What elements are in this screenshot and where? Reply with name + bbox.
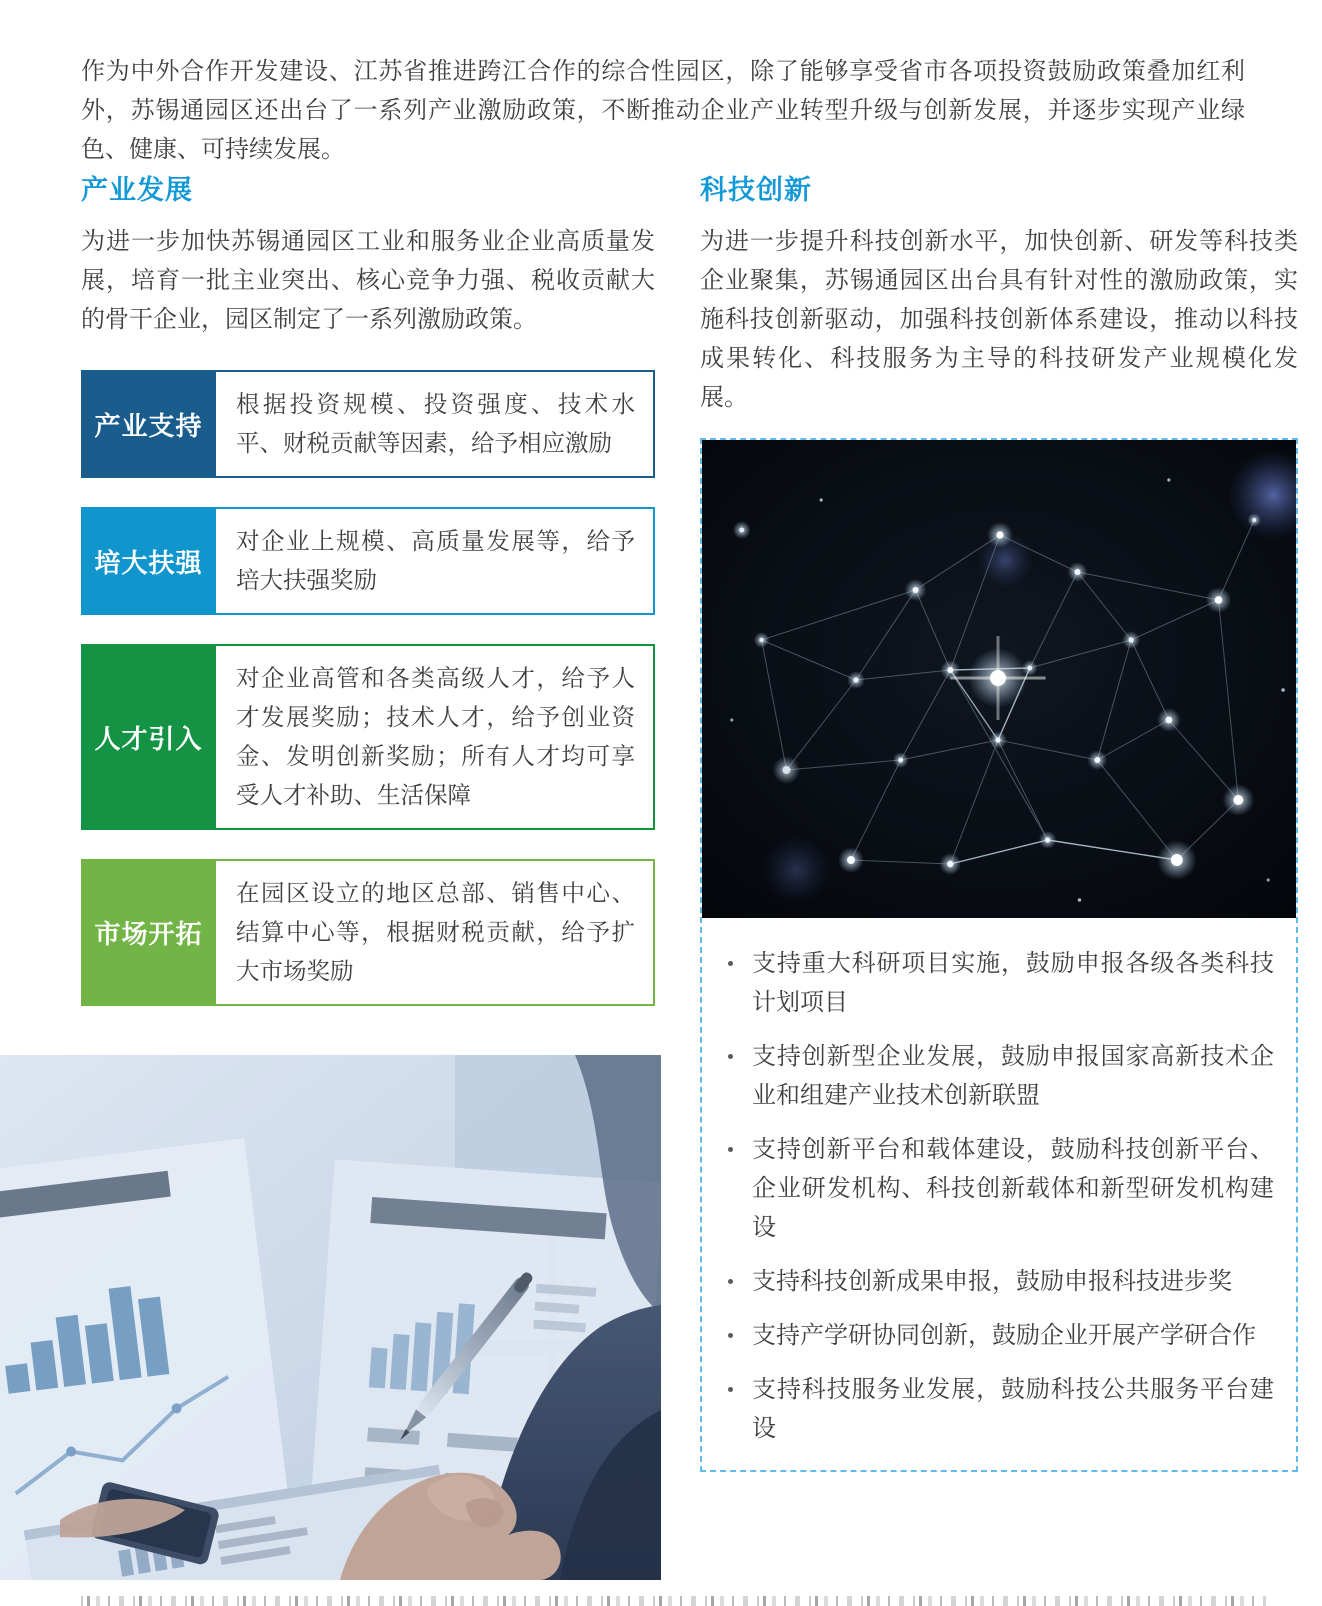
tech-bullet-item: 支持产学研协同创新，鼓励企业开展产学研合作: [728, 1316, 1274, 1355]
bullet-dot-icon: [728, 1333, 733, 1338]
policy-text-market-expansion: 在园区设立的地区总部、销售中心、结算中心等，根据财税贡献，给予扩大市场奖励: [236, 880, 635, 984]
tech-bullet-item: 支持创新型企业发展，鼓励申报国家高新技术企业和组建产业技术创新联盟: [728, 1037, 1274, 1115]
clipped-footnote-text: [81, 1596, 1266, 1606]
bullet-dot-icon: [728, 1054, 733, 1059]
policy-box-talent-introduction: [81, 644, 655, 830]
bullet-dot-icon: [728, 1387, 733, 1392]
policy-box-scaling-support: [81, 507, 655, 615]
policy-label-talent-introduction: 人才引入: [81, 644, 216, 830]
policy-label-market-expansion: 市场开拓: [81, 859, 216, 1006]
policy-box-industry-support: [81, 370, 655, 478]
tech-bullet-item: 支持科技创新成果申报，鼓励申报科技进步奖: [728, 1262, 1274, 1301]
technology-network-photo: [702, 440, 1296, 918]
bullet-dot-icon: [728, 1279, 733, 1284]
tech-policy-bullet-list: [702, 918, 1296, 1470]
industry-intro-paragraph: 为进一步加快苏锡通园区工业和服务业企业高质量发展，培育一批主业突出、核心竞争力强、税收贡献大的骨干企业，园区制定了一系列激励政策。: [81, 228, 655, 333]
tech-innovation-column: [700, 168, 1298, 1472]
policy-text-industry-support: 根据投资规模、投资强度、技术水平、财税贡献等因素，给予相应激励: [236, 391, 635, 456]
tech-policy-dashed-panel: [700, 438, 1298, 1472]
tech-bullet-item: 支持科技服务业发展，鼓励科技公共服务平台建设: [728, 1370, 1274, 1448]
tech-section-heading: 科技创新: [700, 175, 812, 205]
policy-label-industry-support: 产业支持: [81, 370, 216, 478]
policy-text-scaling-support: 对企业上规模、高质量发展等，给予培大扶强奖励: [236, 528, 635, 593]
industry-development-column: [81, 168, 655, 1035]
business-writing-photo: [0, 1055, 661, 1580]
tech-bullet-item: 支持创新平台和载体建设，鼓励科技创新平台、企业研发机构、科技创新载体和新型研发机构建设: [728, 1130, 1274, 1247]
bullet-dot-icon: [728, 1147, 733, 1152]
page-intro-paragraph: 作为中外合作开发建设、江苏省推进跨江合作的综合性园区，除了能够享受省市各项投资鼓励政策叠加红利外，苏锡通园区还出台了一系列产业激励政策，不断推动企业产业转型升级与创新发展，并逐步实现产业绿色、健康、可持续发展。: [81, 58, 1245, 163]
policy-box-market-expansion: [81, 859, 655, 1006]
policy-text-talent-introduction: 对企业高管和各类高级人才，给予人才发展奖励；技术人才，给予创业资金、发明创新奖励；所有人才均可享受人才补助、生活保障: [236, 665, 635, 808]
tech-bullet-item: 支持重大科研项目实施，鼓励申报各级各类科技计划项目: [728, 944, 1274, 1022]
tech-intro-paragraph: 为进一步提升科技创新水平，加快创新、研发等科技类企业聚集，苏锡通园区出台具有针对性的激励政策，实施科技创新驱动，加强科技创新体系建设，推动以科技成果转化、科技服务为主导的科技研发产业规模化发展。: [700, 228, 1298, 411]
policy-label-scaling-support: 培大扶强: [81, 507, 216, 615]
bullet-dot-icon: [728, 961, 733, 966]
industry-section-heading: 产业发展: [81, 175, 193, 205]
